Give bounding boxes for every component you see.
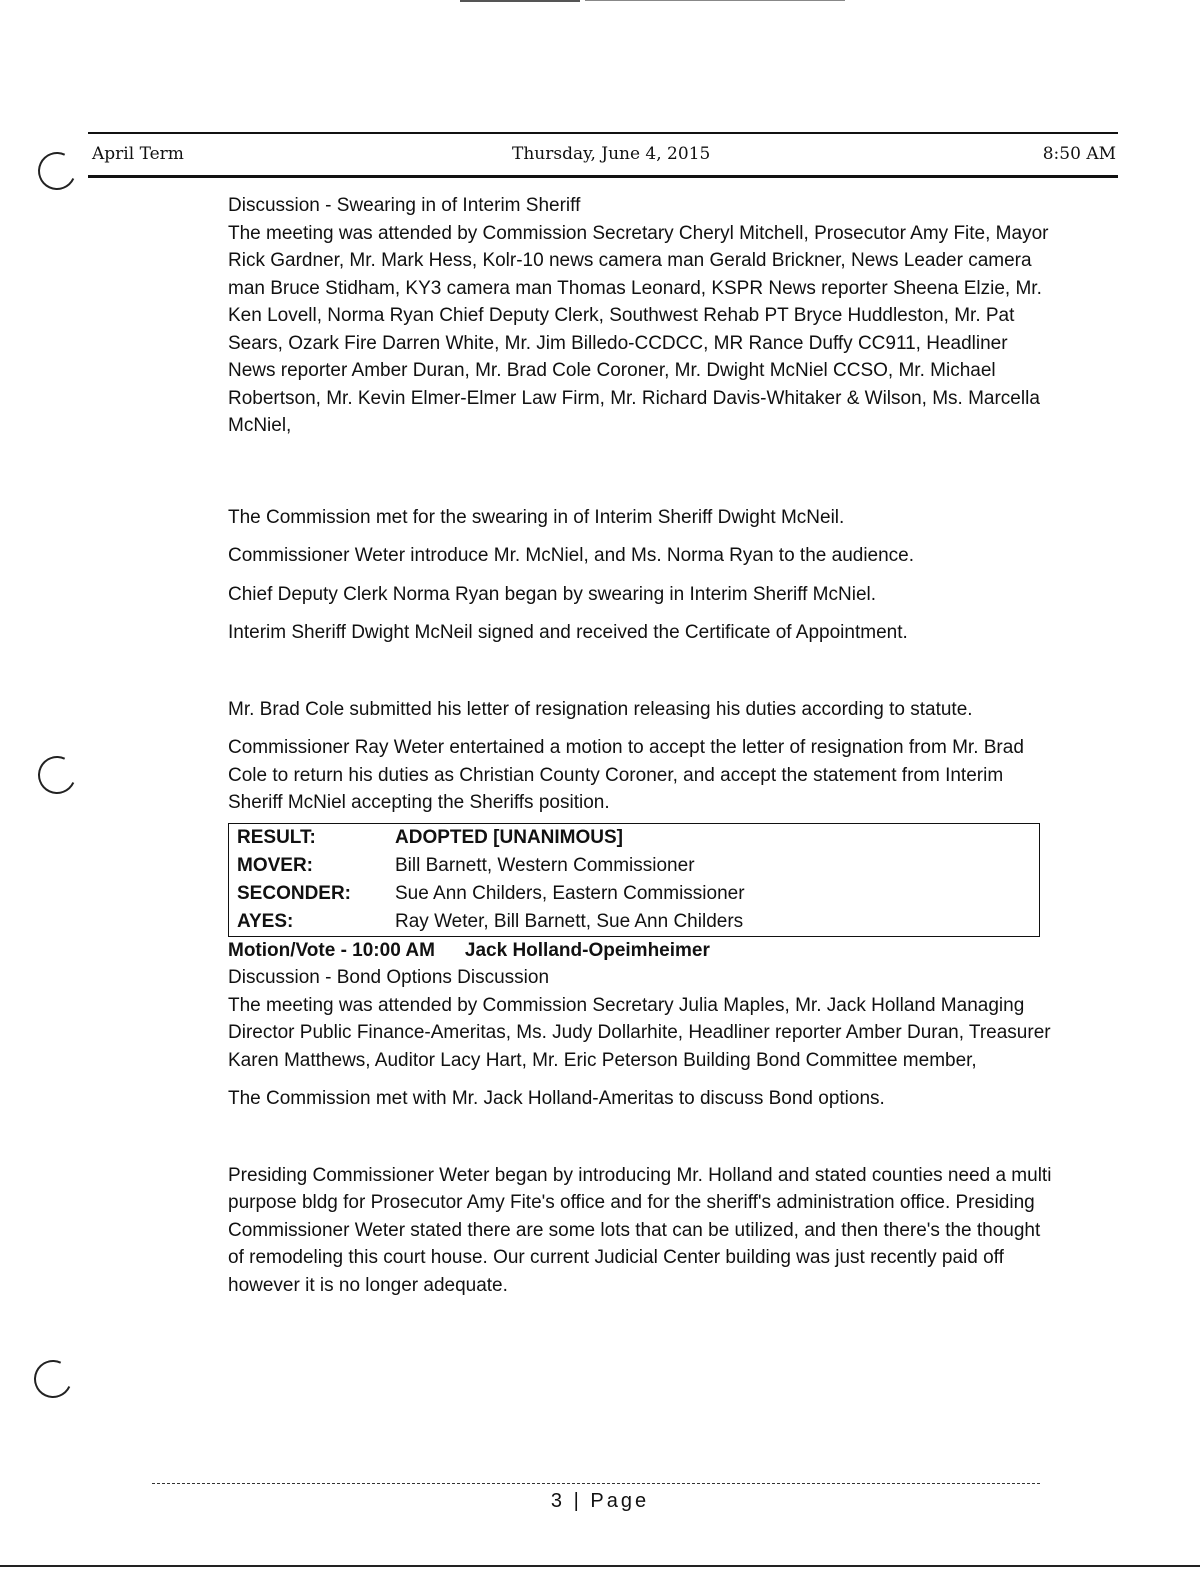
scan-artifact (460, 0, 580, 2)
attendees-paragraph: The meeting was attended by Commission Secretary Julia Maples, Mr. Jack Holland Managing Director Public Finance-Ameritas, Ms. Judy Dollarhite, Headliner reporter Amber Duran, Treasurer Karen Matthews, Auditor Lacy Hart, Mr. Eric Peterson Building Bond Committee member, (228, 994, 1051, 1071)
mover-value: Bill Barnett, Western Commissioner (395, 854, 695, 876)
motion-vote-heading (228, 937, 1058, 965)
mover-label: MOVER: (237, 854, 313, 876)
paragraph: The Commission met with Mr. Jack Holland-Ameritas to discuss Bond options. (228, 1088, 885, 1109)
discussion-heading: Discussion - Bond Options Discussion (228, 967, 550, 988)
seconder-label: SECONDER: (237, 882, 352, 904)
table-row (229, 823, 1040, 852)
result-value: ADOPTED [UNANIMOUS] (395, 826, 623, 848)
table-row (229, 852, 1040, 880)
minutes-body (228, 192, 1058, 1299)
header-date: Thursday, June 4, 2015 (512, 144, 711, 164)
paragraph: Mr. Brad Cole submitted his letter of resignation releasing his duties according to statute. (228, 698, 973, 720)
punch-hole-icon (33, 751, 82, 800)
ayes-value: Ray Weter, Bill Barnett, Sue Ann Childers (395, 910, 744, 932)
discussion-heading: Discussion - Swearing in of Interim Sheriff (228, 195, 581, 216)
ayes-label: AYES: (237, 910, 294, 932)
paragraph: Interim Sheriff Dwight McNeil signed and received the Certificate of Appointment. (228, 622, 908, 643)
scan-artifact (0, 1565, 1200, 1567)
attendees-paragraph: The meeting was attended by Commission Secretary Cheryl Mitchell, Prosecutor Amy Fite, Mayor Rick Gardner, Mr. Mark Hess, Kolr-10 news camera man Gerald Brickner, News Leader camera man Bruce Stidham, KY3 camera man Thomas Leonard, KSPR News reporter Sheena Elzie, Mr. Ken Lovell, Norma Ryan Chief Deputy Clerk, Southwest Rehab PT Bryce Huddleston, Mr. Pat Sears, Ozark Fire Darren White, Mr. Jim Billedo-CCDCC, MR Rance Duffy CC911, Headliner News reporter Amber Duran, Mr. Brad Cole Coroner, Mr. Dwight McNiel CCSO, Mr. Michael Robertson, Mr. Kevin Elmer-Elmer Law Firm, Mr. Richard Davis-Whitaker & Wilson, Ms. Marcella McNiel, (228, 222, 1049, 436)
header-time: 8:50 AM (1042, 144, 1116, 164)
scan-artifact (585, 0, 845, 1)
motion-vote-time: Motion/Vote - 10:00 AM (228, 939, 435, 961)
paragraph: Chief Deputy Clerk Norma Ryan began by swearing in Interim Sheriff McNiel. (228, 583, 877, 605)
page-number: 3 | Page (550, 1490, 650, 1512)
paragraph: Commissioner Weter introduce Mr. McNiel, and Ms. Norma Ryan to the audience. (228, 545, 915, 566)
motion-paragraph: Commissioner Ray Weter entertained a motion to accept the letter of resignation from Mr. Brad Cole to return his duties as Christian County Coroner, and accept the statement from Interim Sheriff McNiel accepting the Sheriffs position. (228, 737, 1024, 813)
table-row (229, 880, 1040, 908)
page-header (92, 144, 1116, 170)
term-label: April Term (92, 144, 184, 164)
motion-vote-name: Jack Holland-Opeimheimer (464, 939, 710, 961)
vote-result-table (228, 823, 1040, 937)
punch-hole-icon (33, 147, 82, 196)
table-row (229, 908, 1040, 937)
punch-hole-icon (29, 1355, 78, 1404)
paragraph: The Commission met for the swearing in of Interim Sheriff Dwight McNeil. (228, 506, 845, 528)
seconder-value: Sue Ann Childers, Eastern Commissioner (395, 882, 745, 904)
header-top-rule (88, 132, 1118, 134)
result-label: RESULT: (237, 826, 316, 848)
paragraph: Presiding Commissioner Weter began by introducing Mr. Holland and stated counties need a multi purpose bldg for Prosecutor Amy Fite's office and for the sheriff's administration office. Presiding Commissioner Weter stated there are some lots that can be utilized, and then there's the thought of remodeling this court house. Our current Judicial Center building was just recently paid off however it is no longer adequate. (228, 1164, 1052, 1296)
footer-rule (152, 1483, 1040, 1484)
header-bottom-rule (88, 175, 1118, 178)
